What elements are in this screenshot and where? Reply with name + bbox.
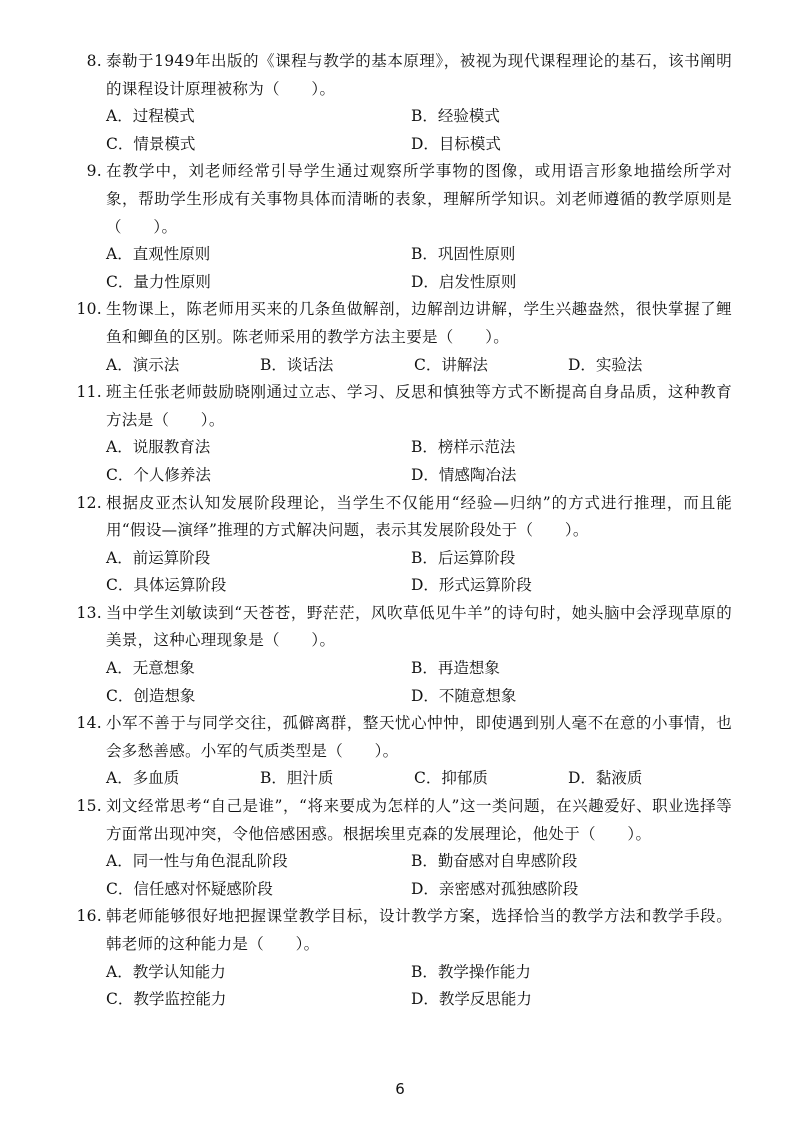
question-stem: 16. 韩老师能够很好地把握课堂教学目标，设计教学方案，选择恰当的教学方法和教学手段。韩老师的这种能力是（ ）。 xyxy=(72,903,732,958)
options xyxy=(72,848,732,903)
option-b[interactable]: B．巩固性原则 xyxy=(411,245,516,264)
question-stem: 11. 班主任张老师鼓励晓刚通过立志、学习、反思和慎独等方式不断提高自身品质，这种教育方法是（ ）。 xyxy=(72,379,732,434)
question-number: 11. xyxy=(76,383,102,402)
question-number: 10. xyxy=(76,300,102,319)
option-d[interactable]: D．启发性原则 xyxy=(411,272,517,291)
option-d[interactable]: D．不随意想象 xyxy=(411,686,517,705)
option-c[interactable]: C．量力性原则 xyxy=(106,272,211,291)
question-13 xyxy=(72,600,732,710)
option-a[interactable]: A．多血质 xyxy=(106,769,180,788)
question-9 xyxy=(72,158,732,296)
options xyxy=(72,241,732,296)
options xyxy=(72,765,732,793)
option-b[interactable]: B．谈话法 xyxy=(260,355,334,374)
page-number: 6 xyxy=(395,1080,405,1098)
question-number: 14. xyxy=(76,714,102,733)
option-a[interactable]: A．演示法 xyxy=(106,355,180,374)
question-11 xyxy=(72,379,732,489)
option-c[interactable]: C．个人修养法 xyxy=(106,465,211,484)
option-a[interactable]: A．同一性与角色混乱阶段 xyxy=(106,852,288,871)
options xyxy=(72,103,732,158)
option-b[interactable]: B．教学操作能力 xyxy=(411,962,531,981)
option-c[interactable]: C．教学监控能力 xyxy=(106,990,227,1009)
question-list xyxy=(72,48,732,1014)
options xyxy=(72,352,732,380)
question-stem: 13. 当中学生刘敏读到“天苍苍，野茫茫，风吹草低见牛羊”的诗句时，她头脑中会浮现草原的美景，这种心理现象是（ ）。 xyxy=(72,600,732,655)
option-a[interactable]: A．教学认知能力 xyxy=(106,962,226,981)
option-d[interactable]: D．教学反思能力 xyxy=(411,990,532,1009)
question-8 xyxy=(72,48,732,158)
option-b[interactable]: B．榜样示范法 xyxy=(411,438,516,457)
question-16 xyxy=(72,903,732,1013)
question-number: 13. xyxy=(76,603,102,622)
option-b[interactable]: B．勤奋感对自卑感阶段 xyxy=(411,852,578,871)
option-c[interactable]: C．抑郁质 xyxy=(414,769,488,788)
option-b[interactable]: B．再造想象 xyxy=(411,659,500,678)
question-stem: 15. 刘文经常思考“自己是谁”，“将来要成为怎样的人”这一类问题，在兴趣爱好、职业选择等方面常出现冲突，令他倍感困惑。根据埃里克森的发展理论，他处于（ ）。 xyxy=(72,793,732,848)
question-14 xyxy=(72,710,732,793)
question-number: 15. xyxy=(76,797,102,816)
option-b[interactable]: B．经验模式 xyxy=(411,107,500,126)
option-d[interactable]: D．实验法 xyxy=(568,355,643,374)
question-15 xyxy=(72,793,732,903)
question-stem: 14. 小军不善于与同学交往，孤僻离群，整天忧心忡忡，即使遇到别人毫不在意的小事情，也会多愁善感。小军的气质类型是（ ）。 xyxy=(72,710,732,765)
option-c[interactable]: C．创造想象 xyxy=(106,686,196,705)
question-stem: 12. 根据皮亚杰认知发展阶段理论，当学生不仅能用“经验—归纳”的方式进行推理，而且能用“假设—演绎”推理的方式解决问题，表示其发展阶段处于（ ）。 xyxy=(72,490,732,545)
options xyxy=(72,655,732,710)
options xyxy=(72,434,732,489)
option-d[interactable]: D．黏液质 xyxy=(568,769,643,788)
question-12 xyxy=(72,490,732,600)
question-number: 8. xyxy=(86,52,102,70)
question-number: 12. xyxy=(76,493,102,512)
question-number: 16. xyxy=(76,907,102,926)
option-c[interactable]: C．讲解法 xyxy=(414,355,488,374)
option-a[interactable]: A．前运算阶段 xyxy=(106,548,211,567)
option-c[interactable]: C．信任感对怀疑感阶段 xyxy=(106,879,273,898)
options xyxy=(72,545,732,600)
option-c[interactable]: C．情景模式 xyxy=(106,134,196,153)
option-d[interactable]: D．目标模式 xyxy=(411,134,501,153)
question-stem: 8. 泰勒于1949年出版的《课程与教学的基本原理》，被视为现代课程理论的基石，该书阐明的课程设计原理被称为（ ）。 xyxy=(72,48,732,103)
question-stem: 9. 在教学中，刘老师经常引导学生通过观察所学事物的图像，或用语言形象地描绘所学对象，帮助学生形成有关事物具体而清晰的表象，理解所学知识。刘老师遵循的教学原则是（ ）。 xyxy=(72,158,732,241)
option-a[interactable]: A．过程模式 xyxy=(106,107,195,126)
question-number: 9. xyxy=(86,162,102,181)
option-d[interactable]: D．形式运算阶段 xyxy=(411,576,532,595)
option-b[interactable]: B．胆汁质 xyxy=(260,769,334,788)
option-a[interactable]: A．说服教育法 xyxy=(106,438,211,457)
option-d[interactable]: D．情感陶冶法 xyxy=(411,465,517,484)
option-c[interactable]: C．具体运算阶段 xyxy=(106,576,227,595)
option-b[interactable]: B．后运算阶段 xyxy=(411,548,516,567)
options xyxy=(72,959,732,1014)
option-d[interactable]: D．亲密感对孤独感阶段 xyxy=(411,879,579,898)
option-a[interactable]: A．直观性原则 xyxy=(106,245,211,264)
question-stem: 10. 生物课上，陈老师用买来的几条鱼做解剖，边解剖边讲解，学生兴趣盎然，很快掌握了鲤鱼和鲫鱼的区别。陈老师采用的教学方法主要是（ ）。 xyxy=(72,296,732,351)
question-10 xyxy=(72,296,732,379)
option-a[interactable]: A．无意想象 xyxy=(106,659,195,678)
